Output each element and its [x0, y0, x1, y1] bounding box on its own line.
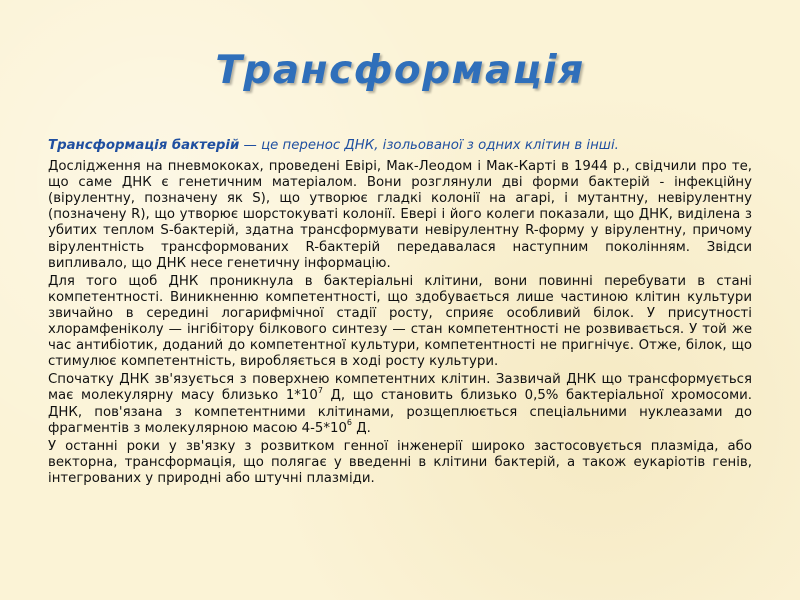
paragraph-plasmid-transformation: У останні роки у зв'язку з розвитком генної інженерії широко застосовується плазміда, або векторна, трансформація, що полягає у введенні в клітини бактерій, а також еукаріотів генів, інтегрованих у природні або штучні плазміди. [48, 438, 752, 486]
paragraph-avery-experiment: Дослідження на пневмококах, проведені Евірі, Мак-Леодом і Мак-Карті в 1944 р., свідчили про те, що саме ДНК є генетичним матеріалом. Вони розглянули дві форми бактерій - інфекційну (вірулентну, позначену як S), що утворює гладкі колонії на агарі, і мутантну, невірулентну (позначену R), що утворює шорстокуваті колонії. Евері і його колеги показали, що ДНК, виділена з убитих теплом S-бактерій, здатна трансформувати невірулентну R-форму у вірулентну, причому вірулентність трансформованих R-бактерій передавалася наступним поколінням. Звідси випливало, що ДНК несе генетичну інформацію. [48, 159, 752, 271]
dna-binding-text-1: Спочатку ДНК зв'язується з поверхнею компетентних клітин. Зазвичай ДНК що трансформується має молекулярну масу близько 1*10 [48, 372, 752, 404]
intro-text: — це перенос ДНК, ізольованої з одних клітин в інші. [239, 138, 619, 153]
paragraph-dna-binding [48, 372, 752, 436]
intro-term: Трансформація бактерій [48, 138, 240, 153]
dna-binding-text-2: Д, що становить близько 0,5% бактеріальної хромосоми. ДНК, пов'язана з компетентними клітинами, розщеплюється спеціальними нуклеазами до фрагментів з молекулярною масою 4-5*10 [48, 388, 752, 436]
slide-title: Трансформація [215, 48, 585, 93]
paragraph-competence: Для того щоб ДНК проникнула в бактеріальні клітини, вони повинні перебувати в стані компетентності. Виникненню компетентності, що здобувається лише частиною клітин культури звичайно в середині логарифмічної стадії росту, сприяє особливий білок. У присутності хлорамфеніколу — інгібітору білкового синтезу — стан компетентності не розвивається. У той же час антибіотик, доданий до компетентної культури, компетентності не пригнічує. Отже, білок, що стимулює компетентність, виробляється в ході росту культури. [48, 273, 752, 370]
exponent-6: 6 [346, 418, 353, 428]
exponent-7: 7 [317, 385, 323, 395]
intro-definition [48, 138, 752, 154]
slide-body [48, 138, 752, 489]
dna-binding-text-3: Д. [352, 420, 371, 436]
